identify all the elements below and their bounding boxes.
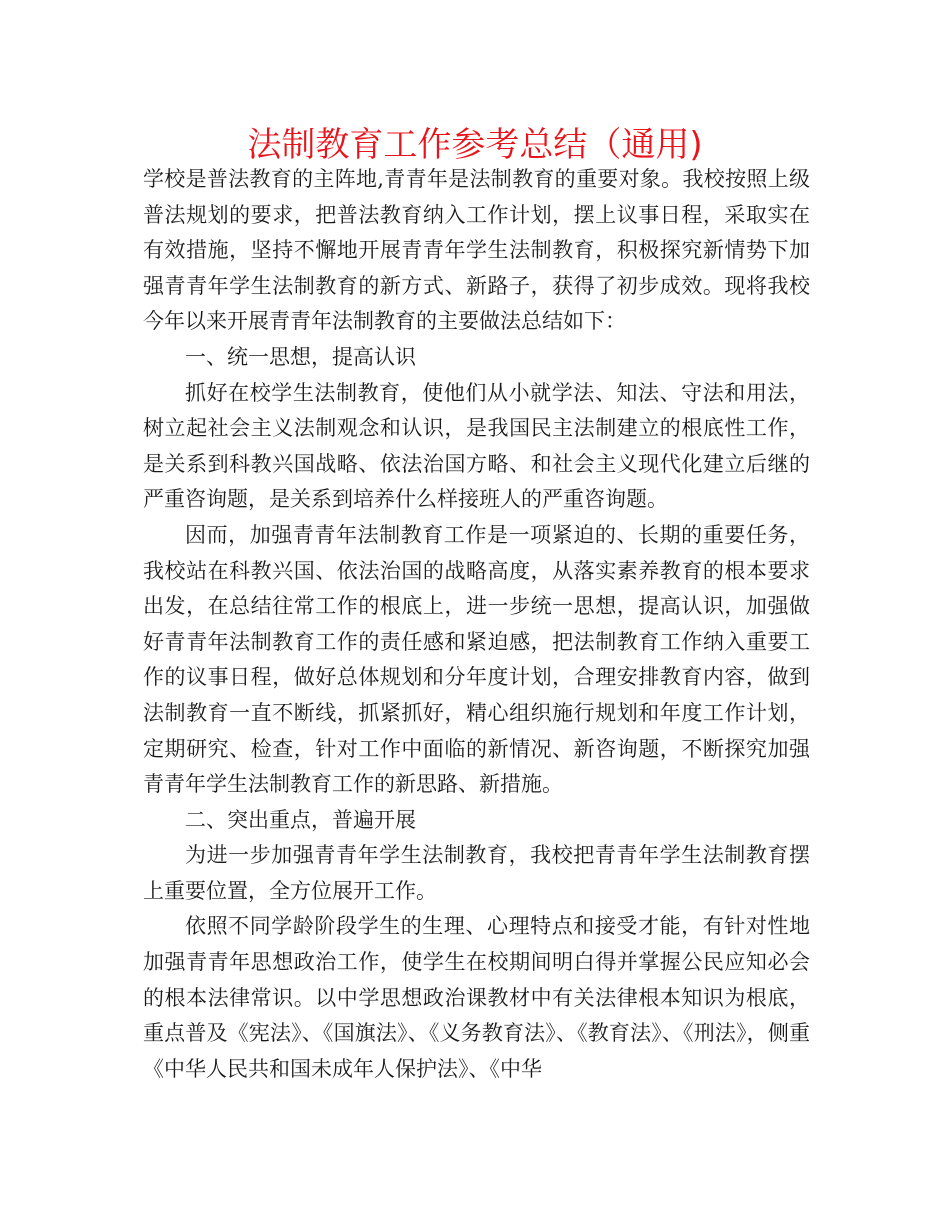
document-title: 法制教育工作参考总结（通用) bbox=[247, 125, 703, 165]
document-body bbox=[143, 162, 810, 1087]
section-heading-2: 二、突出重点，普遍开展 bbox=[185, 807, 416, 832]
paragraph-3: 为进一步加强青青年学生法制教育，我校把青青年学生法制教育摆上重要位置，全方位展开工作。 bbox=[143, 843, 810, 903]
paragraph-2: 因而，加强青青年法制教育工作是一项紧迫的、长期的重要任务，我校站在科教兴国、依法治国的战略高度，从落实素养教育的根本要求出发，在总结往常工作的根底上，进一步统一思想，提高认识，加强做好青青年法制教育工作的责任感和紧迫感，把法制教育工作纳入重要工作的议事日程，做好总体规划和分年度计划，合理安排教育内容，做到法制教育一直不断线，抓紧抓好，精心组织施行规划和年度工作计划，定期研究、检查，针对工作中面临的新情况、新咨询题，不断探究加强青青年学生法制教育工作的新思路、新措施。 bbox=[143, 522, 810, 797]
paragraph-1: 抓好在校学生法制教育，使他们从小就学法、知法、守法和用法，树立起社会主义法制观念和认识，是我国民主法制建立的根底性工作，是关系到科教兴国战略、依法治国方略、和社会主义现代化建立后继的严重咨询题，是关系到培养什么样接班人的严重咨询题。 bbox=[143, 380, 810, 512]
section-heading-1: 一、统一思想，提高认识 bbox=[185, 344, 416, 369]
paragraph-intro: 学校是普法教育的主阵地,青青年是法制教育的重要对象。我校按照上级普法规划的要求，把普法教育纳入工作计划，摆上议事日程，采取实在有效措施，坚持不懈地开展青青年学生法制教育，积极探究新情势下加强青青年学生法制教育的新方式、新路子，获得了初步成效。现将我校今年以来开展青青年法制教育的主要做法总结如下： bbox=[143, 167, 810, 334]
paragraph-4: 依照不同学龄阶段学生的生理、心理特点和接受才能，有针对性地加强青青年思想政治工作，使学生在校期间明白得并掌握公民应知必会的根本法律常识。以中学思想政治课教材中有关法律根本知识为根底，重点普及《宪法》、《国旗法》、《义务教育法》、《教育法》、《刑法》，侧重《中华人民共和国未成年人保护法》、《中华 bbox=[143, 914, 810, 1081]
